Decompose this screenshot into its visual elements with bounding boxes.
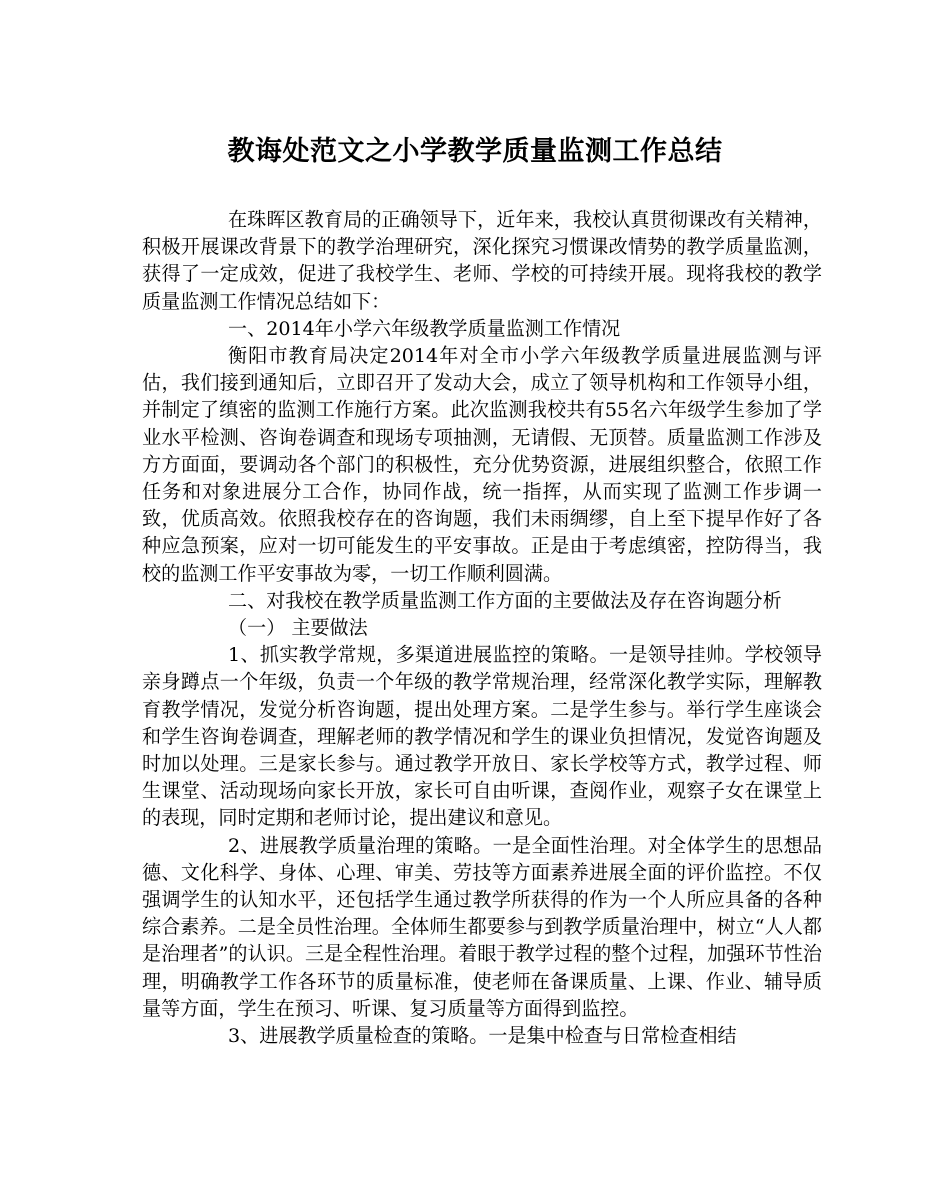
paragraph-intro: 在珠晖区教育局的正确领导下，近年来，我校认真贯彻课改有关精神，积极开展课改背景下的教学治理研究，深化探究习惯课改情势的教学质量监测，获得了一定成效，促进了我校学生、老师、学校的可持续开展。现将我校的教学质量监测工作情况总结如下： [142, 208, 822, 313]
document-body [142, 206, 822, 1049]
paragraph-item-1: 1、抓实教学常规，多渠道进展监控的策略。一是领导挂帅。学校领导亲身蹲点一个年级，负责一个年级的教学常规治理，经常深化教学实际，理解教育教学情况，发觉分析咨询题，提出处理方案。二是学生参与。举行学生座谈会和学生咨询卷调查，理解老师的教学情况和学生的课业负担情况，发觉咨询题及时加以处理。三是家长参与。通过教学开放日、家长学校等方式，教学过程、师生课堂、活动现场向家长开放，家长可自由听课，查阅作业，观察子女在课堂上的表现，同时定期和老师讨论，提出建议和意见。 [142, 643, 822, 830]
paragraph-item-3: 3、进展教学质量检查的策略。一是集中检查与日常检查相结 [228, 1024, 737, 1048]
section-heading-1: 一、2014年小学六年级教学质量监测工作情况 [228, 316, 621, 340]
subsection-heading-1: （一） 主要做法 [228, 616, 368, 640]
document-title: 教诲处范文之小学教学质量监测工作总结 [227, 136, 723, 167]
section-heading-2: 二、对我校在教学质量监测工作方面的主要做法及存在咨询题分析 [228, 588, 782, 612]
paragraph-monitoring: 衡阳市教育局决定2014年对全市小学六年级教学质量进展监测与评估，我们接到通知后，立即召开了发动大会，成立了领导机构和工作领导小组，并制定了缜密的监测工作施行方案。此次监测我校共有55名六年级学生参加了学业水平检测、咨询卷调查和现场专项抽测，无请假、无顶替。质量监测工作涉及方方面面，要调动各个部门的积极性，充分优势资源，进展组织整合，依照工作任务和对象进展分工合作，协同作战，统一指挥，从而实现了监测工作步调一致，优质高效。依照我校存在的咨询题，我们未雨绸缪，自上至下提早作好了各种应急预案，应对一切可能发生的平安事故。正是由于考虑缜密，控防得当，我校的监测工作平安事故为零，一切工作顺利圆满。 [142, 344, 822, 585]
paragraph-item-2: 2、进展教学质量治理的策略。一是全面性治理。对全体学生的思想品德、文化科学、身体、心理、审美、劳技等方面素养进展全面的评价监控。不仅强调学生的认知水平，还包括学生通过教学所获得的作为一个人所应具备的各种综合素养。二是全员性治理。全体师生都要参与到教学质量治理中，树立“人人都是治理者”的认识。三是全程性治理。着眼于教学过程的整个过程，加强环节性治理，明确教学工作各环节的质量标准，使老师在备课质量、上课、作业、辅导质量等方面，学生在预习、听课、复习质量等方面得到监控。 [142, 833, 822, 1020]
